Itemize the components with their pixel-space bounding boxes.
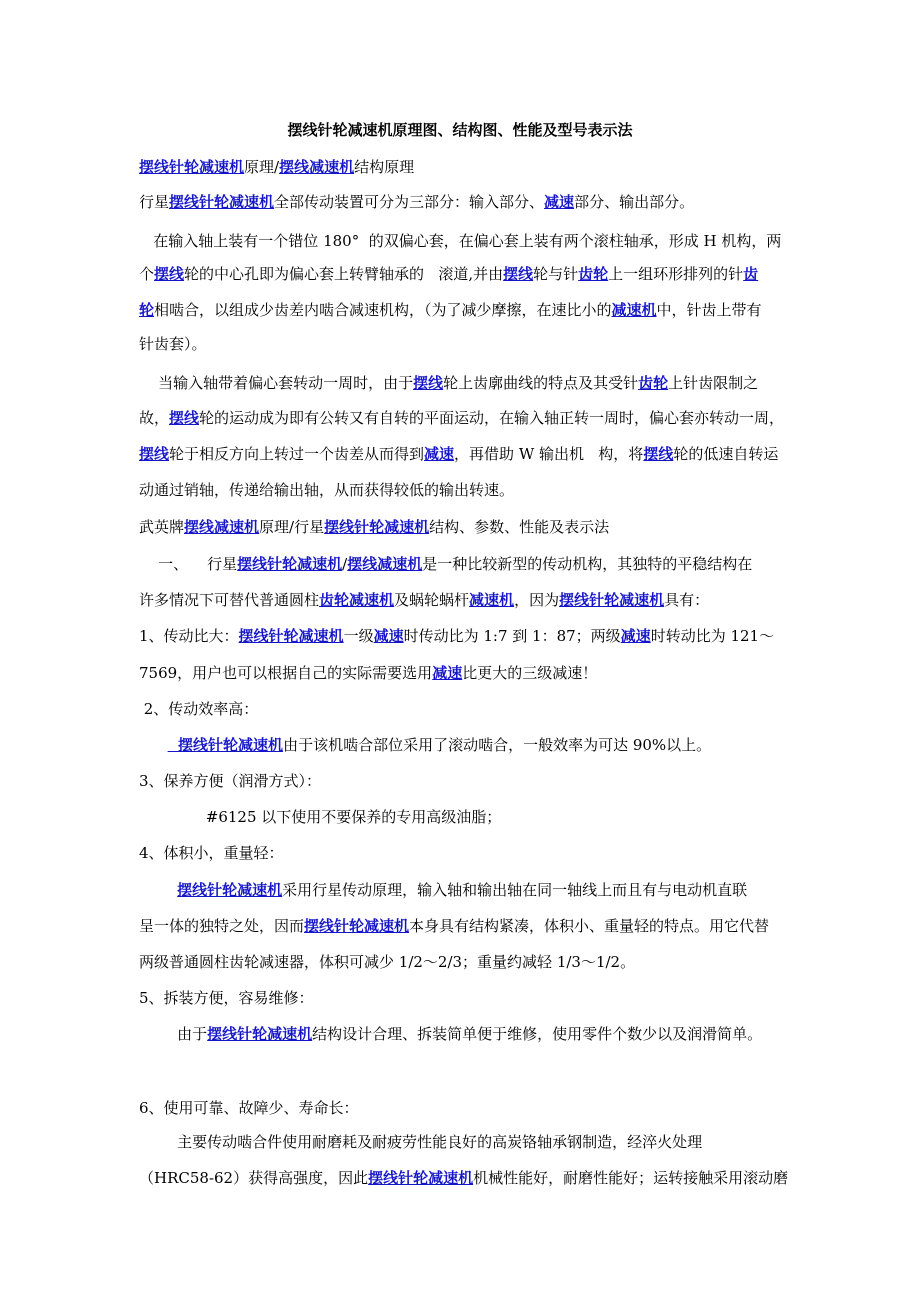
- keyword-link[interactable]: 摆线: [413, 374, 444, 392]
- keyword-link[interactable]: 减速: [424, 445, 455, 463]
- keyword-link[interactable]: 摆线针轮减速机: [207, 1025, 313, 1043]
- keyword-link[interactable]: 减速机: [469, 591, 515, 609]
- text-line: [139, 444, 778, 464]
- keyword-link[interactable]: 摆线针轮减速机: [304, 917, 410, 935]
- text-span: 当输入轴带着偏心套转动一周时，由于: [139, 374, 414, 392]
- keyword-link[interactable]: 减速机: [611, 301, 657, 319]
- text-span: /: [342, 555, 348, 573]
- text-line: [139, 880, 747, 900]
- text-span: 2、传动效率高：: [139, 700, 259, 718]
- text-span: 采用行星传动原理，输入轴和输出轴在同一轴线上而且有与电动机直联: [282, 881, 748, 899]
- text-line: [139, 231, 781, 251]
- page-title: 摆线针轮减速机原理图、结构图、性能及型号表示法: [287, 121, 633, 139]
- text-span: 1、传动比大：: [139, 627, 239, 645]
- text-span: 结构设计合理、拆装简单便于维修，使用零件个数少以及润滑简单。: [312, 1025, 763, 1043]
- text-line: [139, 264, 758, 284]
- text-span: 4、体积小，重量轻：: [139, 844, 284, 862]
- text-span: 轮上齿廓曲线的特点及其受针: [443, 374, 639, 392]
- text-span: 及蜗轮蜗杆: [394, 591, 470, 609]
- keyword-link[interactable]: 齿轮: [578, 265, 609, 283]
- text-span: #6125 以下使用不要保养的专用高级油脂；: [139, 808, 502, 826]
- text-span: ，因为: [514, 591, 560, 609]
- text-line: [139, 771, 321, 791]
- text-span: 本身具有结构紧凑，体积小、重量轻的特点。用它代替: [409, 917, 770, 935]
- text-span: 针齿套）。: [139, 335, 207, 353]
- text-span: 轮与针: [533, 265, 579, 283]
- text-span: 轮的中心孔即为偏心套上转臂轴承的 滚道,并由: [184, 265, 504, 283]
- keyword-link[interactable]: 摆线: [169, 409, 200, 427]
- keyword-link[interactable]: 摆线减速机: [279, 158, 355, 176]
- keyword-link[interactable]: 减速: [373, 627, 404, 645]
- keyword-link[interactable]: 减速: [432, 664, 463, 682]
- text-span: 6、使用可靠、故障少、寿命长：: [139, 1099, 359, 1117]
- keyword-link[interactable]: 摆线: [503, 265, 534, 283]
- text-line: [139, 1168, 788, 1188]
- keyword-link[interactable]: 摆线针轮减速机: [559, 591, 665, 609]
- text-span: 具有：: [664, 591, 710, 609]
- keyword-link[interactable]: 摆线: [154, 265, 185, 283]
- text-span: 轮的低速自转运: [673, 445, 779, 463]
- text-span: 时传动比为 1:7 到 1：87；两级: [403, 627, 621, 645]
- text-span: 5、拆装方便，容易维修：: [139, 989, 314, 1007]
- text-span: 轮于相反方向上转过一个齿差从而得到: [169, 445, 425, 463]
- text-line: [139, 334, 207, 354]
- text-line: [139, 988, 314, 1008]
- text-line: [139, 408, 784, 428]
- text-span: 轮的运动成为即有公转又有自转的平面运动，在输入轴正转一周时，偏心套亦转动一周，: [199, 409, 785, 427]
- text-span: 上一组环形排列的针: [608, 265, 744, 283]
- text-span: 许多情况下可替代普通圆柱: [139, 591, 320, 609]
- text-span: 一、 行星: [139, 555, 238, 573]
- text-line: [139, 373, 758, 393]
- text-span: 武英牌: [139, 518, 185, 536]
- text-line: [139, 300, 762, 320]
- text-span: 一级: [343, 627, 374, 645]
- keyword-link[interactable]: 齿: [743, 265, 759, 283]
- text-line: [139, 157, 414, 177]
- text-line: [139, 952, 635, 972]
- text-span: 主要传动啮合件使用耐磨耗及耐疲劳性能良好的高炭铬轴承钢制造，经淬火处理: [139, 1133, 703, 1151]
- keyword-link[interactable]: 摆线针轮减速机: [237, 555, 343, 573]
- text-line: [139, 192, 694, 212]
- text-span: 3、保养方便（润滑方式）：: [139, 772, 322, 790]
- text-span: 比更大的三级减速！: [462, 664, 598, 682]
- keyword-link[interactable]: 齿轮: [638, 374, 669, 392]
- keyword-link[interactable]: 摆线减速机: [184, 518, 260, 536]
- text-span: ，再借助 W 输出机 构，将: [454, 445, 644, 463]
- text-span: 相啮合，以组成少齿差内啮合减速机构，（为了减少摩擦，在速比小的: [154, 301, 612, 319]
- text-span: [139, 881, 177, 899]
- keyword-link[interactable]: 摆线针轮减速机: [177, 881, 283, 899]
- text-span: 中，针齿上带有: [656, 301, 762, 319]
- text-line: [139, 735, 711, 755]
- keyword-link[interactable]: 减速: [620, 627, 651, 645]
- keyword-link[interactable]: 摆线针轮减速机: [169, 193, 275, 211]
- text-line: [139, 807, 501, 827]
- text-span: 个: [139, 265, 155, 283]
- text-line: [139, 663, 597, 683]
- text-span: [139, 736, 168, 754]
- keyword-link[interactable]: 摆线针轮减速机: [324, 518, 430, 536]
- keyword-link[interactable]: 摆线针轮减速机: [139, 158, 245, 176]
- text-span: 由于该机啮合部位采用了滚动啮合，一般效率为可达 90%以上。: [283, 736, 712, 754]
- text-span: 是一种比较新型的传动机构，其独特的平稳结构在: [422, 555, 753, 573]
- text-span: 呈一体的独特之处，因而: [139, 917, 305, 935]
- text-span: 上针齿限制之: [668, 374, 759, 392]
- text-span: 7569，用户也可以根据自己的实际需要选用: [139, 664, 433, 682]
- text-line: [139, 1024, 762, 1044]
- keyword-link[interactable]: 摆线: [643, 445, 674, 463]
- text-line: [139, 1098, 359, 1118]
- text-line: [139, 916, 769, 936]
- text-line: [139, 517, 609, 537]
- text-line: [139, 590, 709, 610]
- text-line: [139, 480, 514, 500]
- keyword-link[interactable]: 摆线: [139, 445, 170, 463]
- keyword-link[interactable]: 轮: [139, 301, 155, 319]
- text-line: [139, 1132, 702, 1152]
- keyword-link[interactable]: 摆线针轮减速机: [167, 736, 284, 754]
- text-line: [139, 699, 258, 719]
- keyword-link[interactable]: 摆线针轮减速机: [238, 627, 344, 645]
- text-span: 由于: [139, 1025, 208, 1043]
- keyword-link[interactable]: 摆线针轮减速机: [368, 1169, 474, 1187]
- text-span: 原理/: [244, 158, 280, 176]
- keyword-link[interactable]: 齿轮减速机: [319, 591, 395, 609]
- text-span: 动通过销轴，传递给输出轴，从而获得较低的输出转速。: [139, 481, 515, 499]
- text-line: [139, 843, 284, 863]
- text-line: [139, 626, 774, 646]
- text-line: [139, 554, 752, 574]
- text-span: （HRC58-62）获得高强度，因此: [139, 1169, 369, 1187]
- text-span: 时转动比为 121～: [650, 627, 775, 645]
- text-span: 故，: [139, 409, 170, 427]
- keyword-link[interactable]: 摆线减速机: [347, 555, 423, 573]
- text-span: 结构原理: [354, 158, 415, 176]
- keyword-link[interactable]: 减速: [544, 193, 575, 211]
- text-span: 结构、参数、性能及表示法: [429, 518, 610, 536]
- text-span: 机械性能好，耐磨性能好；运转接触采用滚动磨: [473, 1169, 789, 1187]
- text-span: 部分、输出部分。: [574, 193, 695, 211]
- text-span: 在输入轴上装有一个错位 180° 的双偏心套，在偏心套上装有两个滚柱轴承，形成 H 机构，两: [139, 232, 782, 250]
- text-span: 两级普通圆柱齿轮减速器，体积可减少 1/2～2/3；重量约减轻 1/3～1/2。: [139, 953, 636, 971]
- text-span: 全部传动装置可分为三部分：输入部分、: [274, 193, 545, 211]
- text-span: 原理/行星: [259, 518, 325, 536]
- text-span: 行星: [139, 193, 170, 211]
